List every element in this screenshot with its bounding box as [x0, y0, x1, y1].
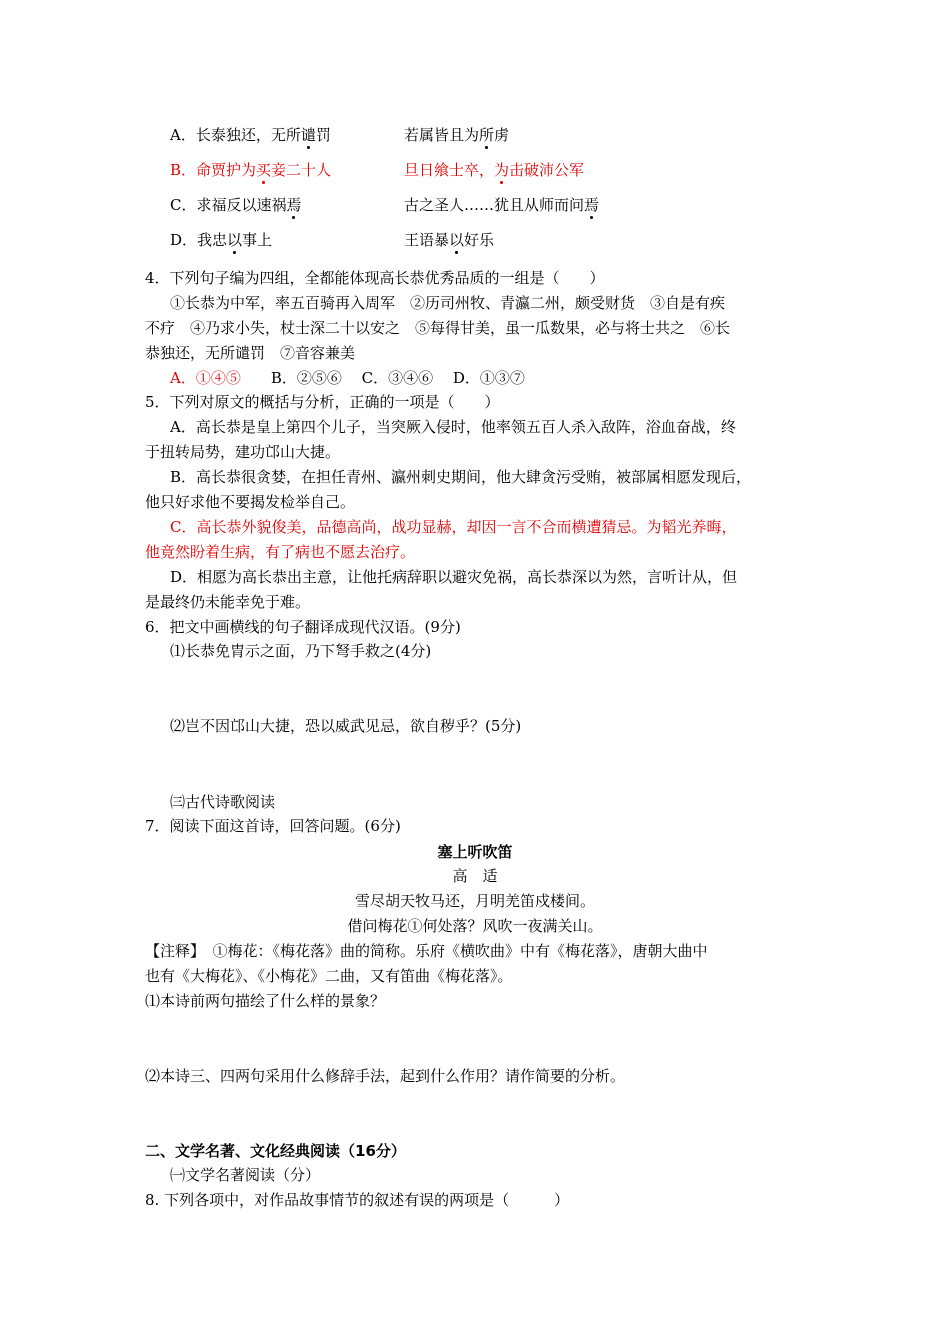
q6-stem: 6．把文中画横线的句子翻译成现代汉语。(9分)	[145, 618, 461, 636]
q6-sentence-2: ⑵岂不因邙山大捷，恐以威武见忌，欲自秽乎？(5分)	[170, 717, 522, 735]
q3-option-d-right: 王语暴以好乐	[404, 231, 495, 249]
section-3-heading: ㈢古代诗歌阅读	[170, 793, 276, 811]
q5-d-line-1: D．相愿为高长恭出主意，让他托病辞职以避灾免祸，高长恭深以为然，言听计从，但	[170, 568, 738, 586]
q4-option-a: A．①④⑤	[170, 369, 241, 387]
q7-subquestion-1: ⑴本诗前两句描绘了什么样的景象？	[145, 992, 386, 1010]
part-2-subheading: ㈠文学名著阅读（分）	[170, 1166, 321, 1184]
q5-c-line-2: 他竟然盼着生病，有了病也不愿去治疗。	[145, 543, 416, 561]
q8-stem: 8. 下列各项中，对作品故事情节的叙述有误的两项是（ ）	[145, 1191, 570, 1209]
q4-line-3: 恭独还，无所谴罚 ⑦音容兼美	[145, 344, 356, 362]
q5-b-line-1: B．高长恭很贪婪，在担任青州、瀛州刺史期间，他大肆贪污受贿，被部属相愿发现后，	[170, 468, 752, 486]
poem-title: 塞上听吹笛	[437, 843, 513, 861]
q5-a-line-1: A．高长恭是皇上第四个儿子，当突厥入侵时，他率领五百人杀入敌阵，浴血奋战，终	[170, 418, 736, 436]
poem-verse-2: 借问梅花①何处落？风吹一夜满关山。	[347, 917, 603, 935]
poem-verse-1: 雪尽胡天牧马还，月明羌笛戍楼间。	[354, 892, 595, 910]
q6-sentence-1: ⑴长恭免胄示之面，乃下弩手救之(4分)	[170, 642, 432, 660]
q4-line-1: ①长恭为中军，率五百骑再入周军 ②历司州牧、青瀛二州，颇受财货 ③自是有疾	[170, 294, 726, 312]
q3-option-b-right: 旦日飨士卒，为击破沛公军	[404, 161, 585, 179]
q3-option-c-left: C．求福反以速祸焉	[170, 196, 302, 214]
q5-d-line-2: 是最终仍未能幸免于难。	[145, 593, 311, 611]
q5-a-line-2: 于扭转局势，建功邙山大捷。	[145, 443, 341, 461]
q3-option-a-right: 若属皆且为所虏	[404, 126, 510, 144]
q5-b-line-2: 他只好求他不要揭发检举自己。	[145, 493, 356, 511]
q5-stem: 5．下列对原文的概括与分析，正确的一项是（ ）	[145, 393, 500, 411]
q7-subquestion-2: ⑵本诗三、四两句采用什么修辞手法，起到什么作用？请作简要的分析。	[145, 1067, 626, 1085]
q4-options	[170, 368, 525, 388]
q4-options-rest: B．②⑤⑥ C．③④⑥ D．①③⑦	[270, 369, 525, 387]
poem-author: 高 适	[452, 867, 498, 885]
q3-option-c-right: 古之圣人……犹且从师而问焉	[404, 196, 600, 214]
q3-option-b-left: B．命贾护为买妾二十人	[170, 161, 332, 179]
q3-option-d-left: D．我忠以事上	[170, 231, 273, 249]
part-2-title: 二、文学名著、文化经典阅读（16分）	[145, 1142, 406, 1160]
q3-option-a-left: A．长泰独还，无所谴罚	[170, 126, 331, 144]
poem-note-line-2: 也有《大梅花》、《小梅花》二曲，又有笛曲《梅花落》。	[145, 967, 513, 985]
q7-stem: 7．阅读下面这首诗，回答问题。(6分)	[145, 817, 401, 835]
poem-note-line-1: 【注释】 ①梅花：《梅花落》曲的简称。乐府《横吹曲》中有《梅花落》，唐朝大曲中	[145, 942, 708, 960]
q4-line-2: 不疗 ④乃求小失，杖士深二十以安之 ⑤每得甘美，虽一瓜数果，必与将士共之 ⑥长	[145, 319, 731, 337]
q4-stem: 4．下列句子编为四组，全都能体现高长恭优秀品质的一组是（ ）	[145, 269, 605, 287]
q5-c-line-1: C．高长恭外貌俊美，品德高尚，战功显赫，却因一言不合而横遭猜忌。为韬光养晦，	[170, 518, 737, 536]
